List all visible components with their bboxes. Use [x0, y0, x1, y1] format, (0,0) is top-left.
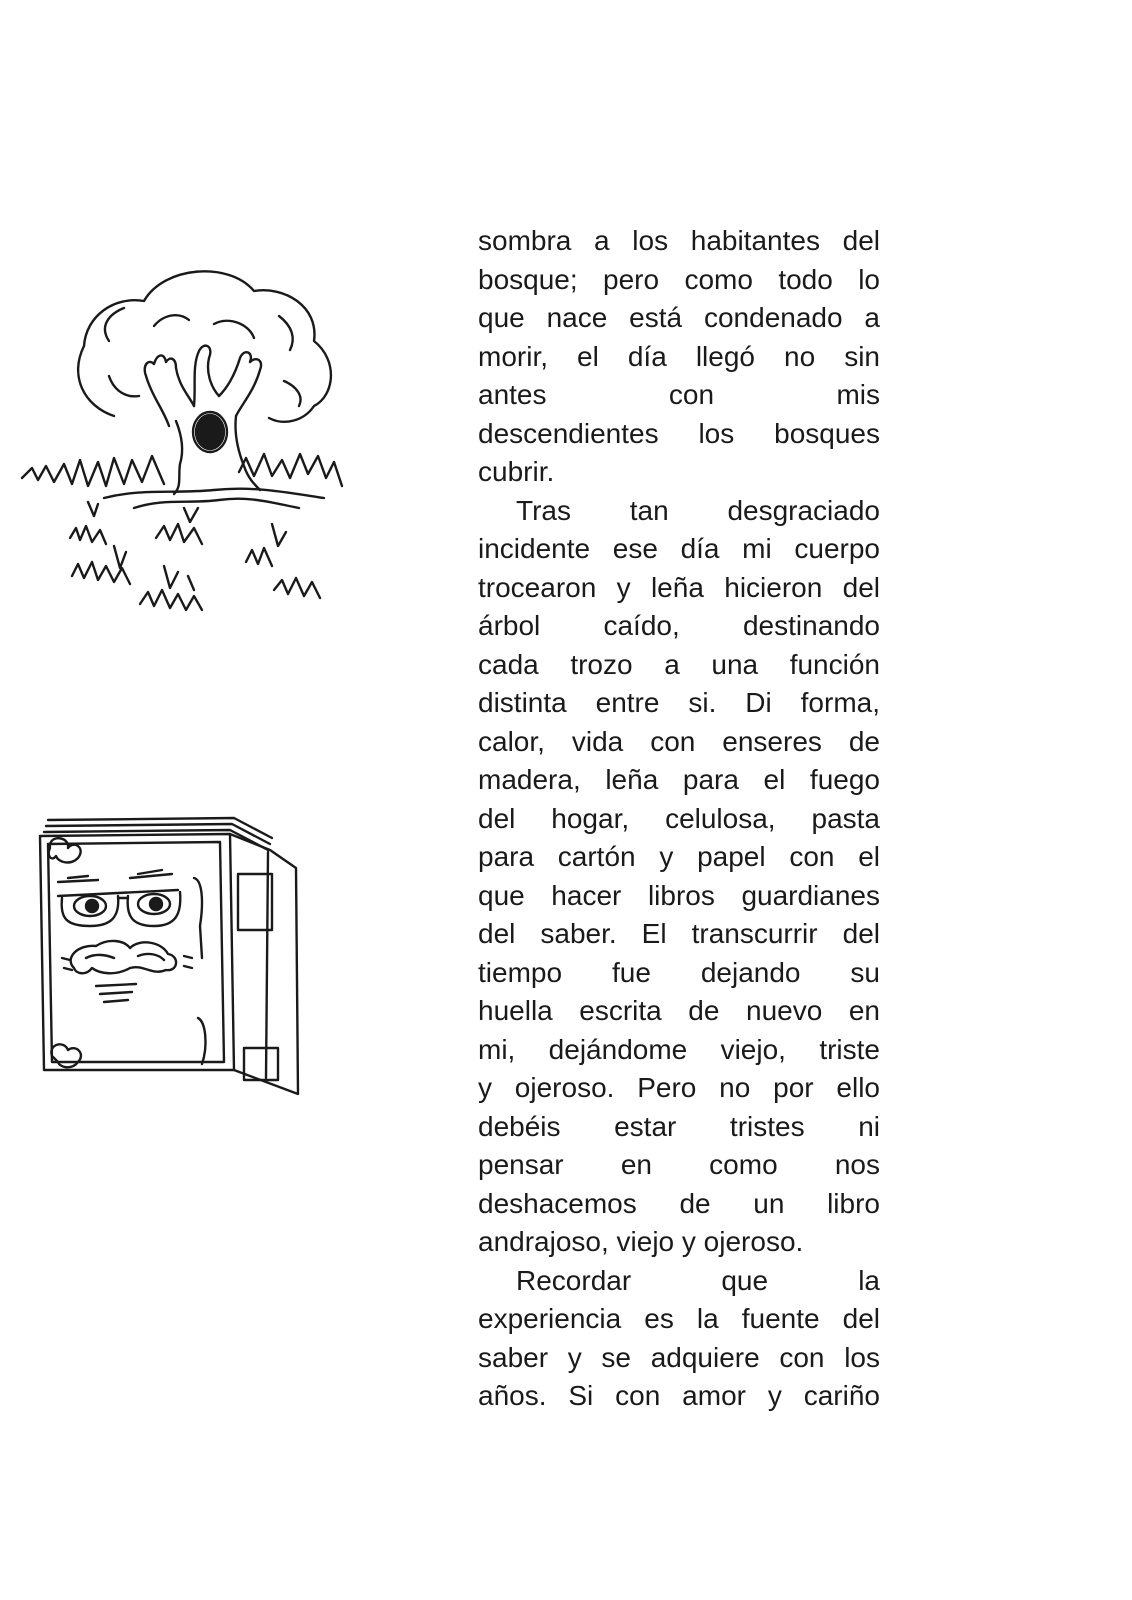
text-line: antes con mis [478, 379, 880, 410]
tree-illustration [14, 246, 354, 626]
text-line: años. Si con amor y cariño [478, 1380, 880, 1411]
text-line: trocearon y leña hicieron del [478, 571, 880, 603]
body-text [478, 222, 880, 1416]
text-line: morir, el día llegó no sin [478, 340, 880, 372]
text-line: debéis estar tristes ni [478, 1110, 880, 1142]
text-line: madera, leña para el fuego [478, 764, 880, 795]
text-line: saber y se adquiere con los [478, 1341, 880, 1373]
text-line: descendientes los bosques [478, 417, 880, 449]
paragraph [478, 1262, 880, 1416]
text-line: pensar en como nos [478, 1149, 880, 1180]
text-line: del saber. El transcurrir del [478, 918, 880, 949]
text-line: calor, vida con enseres de [478, 725, 880, 757]
text-line: huella escrita de nuevo en [478, 995, 880, 1026]
text-line: cada trozo a una función [478, 648, 880, 680]
text-line: Tras tan desgraciado [516, 494, 880, 526]
text-line: sombra a los habitantes del [478, 225, 880, 256]
text-line: árbol caído, destinando [478, 610, 880, 641]
text-line: del hogar, celulosa, pasta [478, 802, 880, 834]
text-line: andrajoso, viejo y ojeroso. [478, 1226, 804, 1257]
text-line: bosque; pero como todo lo [478, 263, 880, 295]
text-line: y ojeroso. Pero no por ello [478, 1072, 880, 1103]
text-line: deshacemos de un libro [478, 1187, 880, 1219]
text-line: cubrir. [478, 456, 555, 487]
book-illustration [34, 808, 306, 1108]
paragraph [478, 492, 880, 1262]
text-line: para cartón y papel con el [478, 841, 880, 872]
paragraph [478, 222, 880, 492]
text-line: incidente ese día mi cuerpo [478, 533, 880, 564]
text-line: experiencia es la fuente del [478, 1303, 880, 1334]
text-line: mi, dejándome viejo, triste [478, 1033, 880, 1065]
text-line: tiempo fue dejando su [478, 956, 880, 988]
text-line: que hacer libros guardianes [478, 879, 880, 911]
text-line: distinta entre si. Di forma, [478, 687, 880, 718]
text-line: Recordar que la [516, 1264, 880, 1296]
text-line: que nace está condenado a [478, 302, 880, 333]
